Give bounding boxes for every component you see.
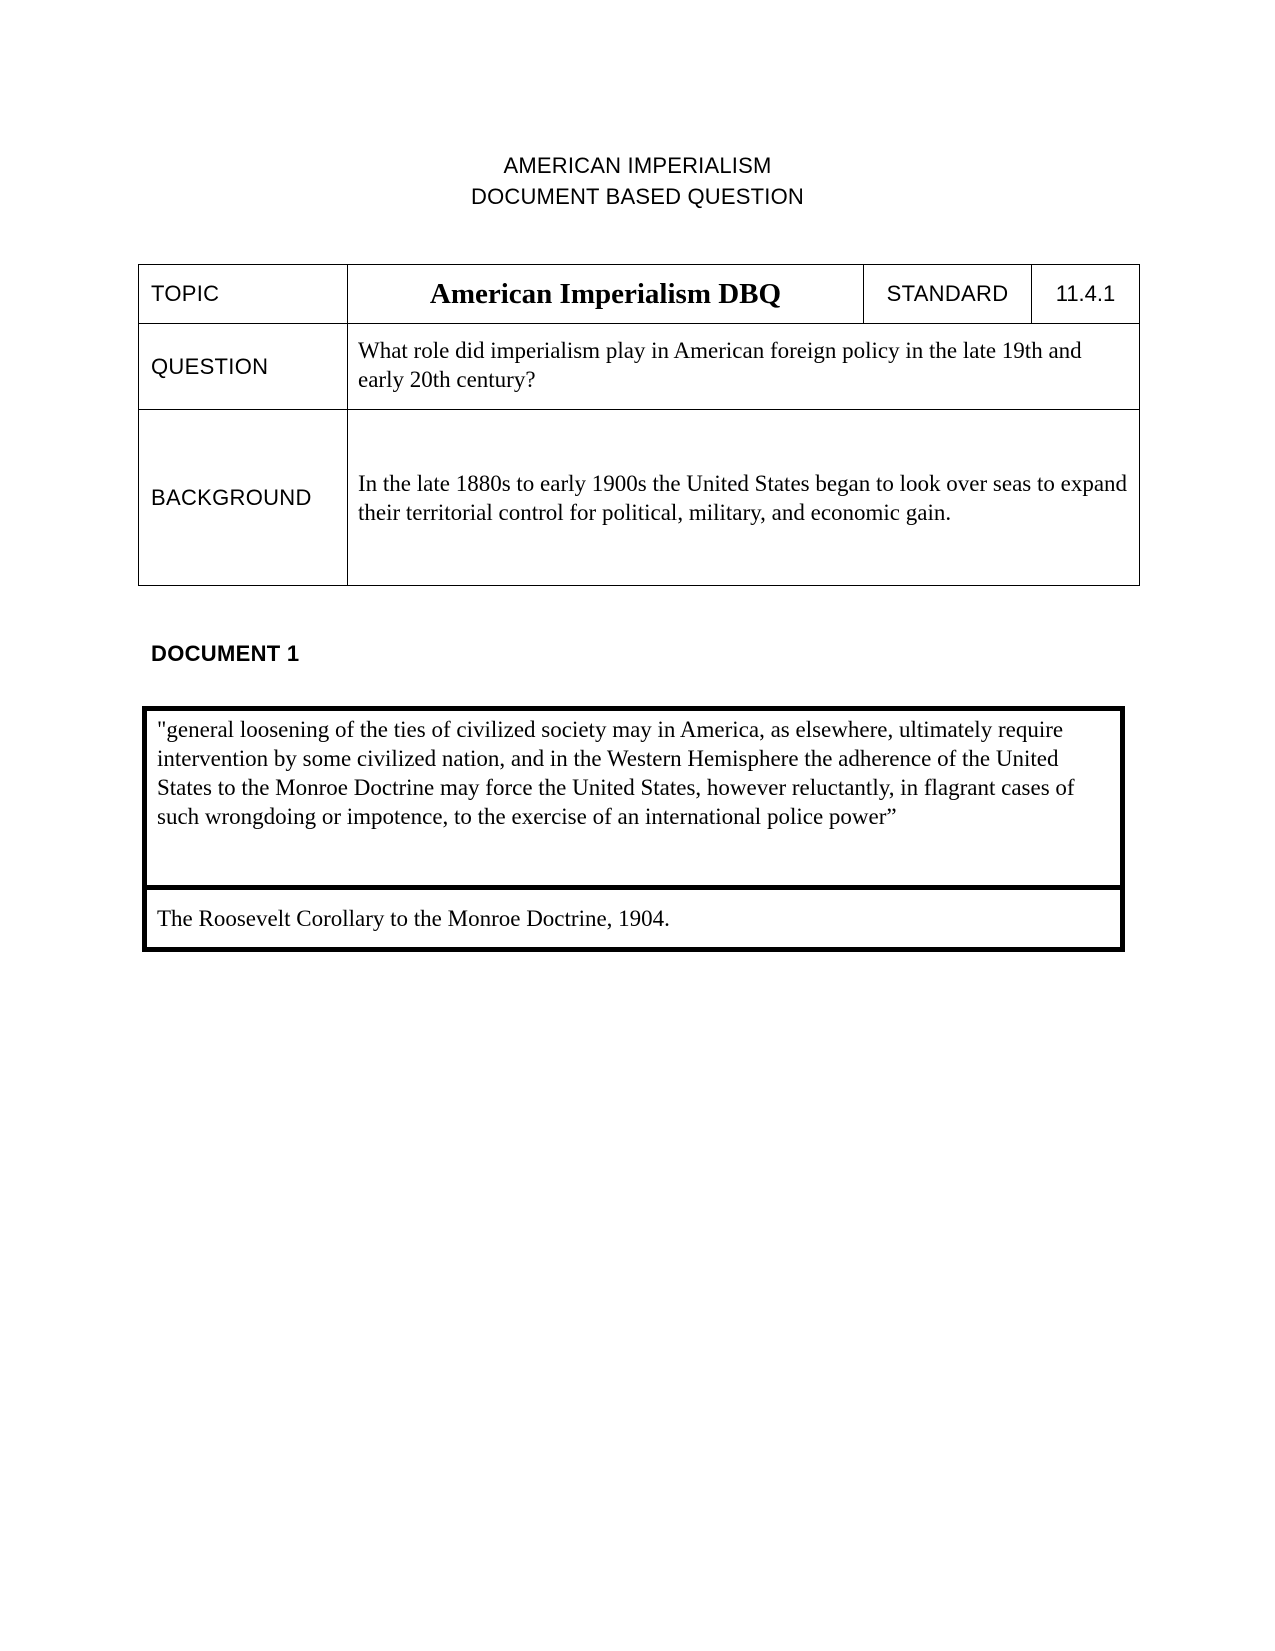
- document-1-source: The Roosevelt Corollary to the Monroe Doctrine, 1904.: [157, 906, 670, 931]
- background-text: In the late 1880s to early 1900s the United States began to look over seas to expand their territorial control for political, military, and economic gain.: [348, 410, 1140, 586]
- topic-label: TOPIC: [139, 265, 348, 324]
- document-1-heading: DOCUMENT 1: [151, 641, 300, 666]
- standard-value: 11.4.1: [1032, 265, 1140, 324]
- standard-label: STANDARD: [864, 265, 1032, 324]
- topic-title: American Imperialism DBQ: [348, 265, 864, 324]
- question-row: [139, 324, 1140, 410]
- title-line-1: AMERICAN IMPERIALISM: [503, 153, 772, 178]
- background-row: [139, 410, 1140, 586]
- info-table: [138, 264, 1140, 586]
- document-1-quote: "general loosening of the ties of civilized society may in America, as elsewhere, ultimately require intervention by some civilized nation, and in the Western Hemisphere the adherence of the United States to the Monroe Doctrine may force the United States, however reluctantly, in flagrant cases of such wrongdoing or impotence, to the exercise of an international police power”: [147, 711, 1120, 890]
- topic-row: [139, 265, 1140, 324]
- document-1-box: [142, 706, 1125, 952]
- background-label: BACKGROUND: [139, 410, 348, 586]
- title-line-2: DOCUMENT BASED QUESTION: [470, 184, 804, 209]
- question-label: QUESTION: [139, 324, 348, 410]
- question-text: What role did imperialism play in American foreign policy in the late 19th and early 20th century?: [348, 324, 1140, 410]
- page-title: [0, 150, 1275, 212]
